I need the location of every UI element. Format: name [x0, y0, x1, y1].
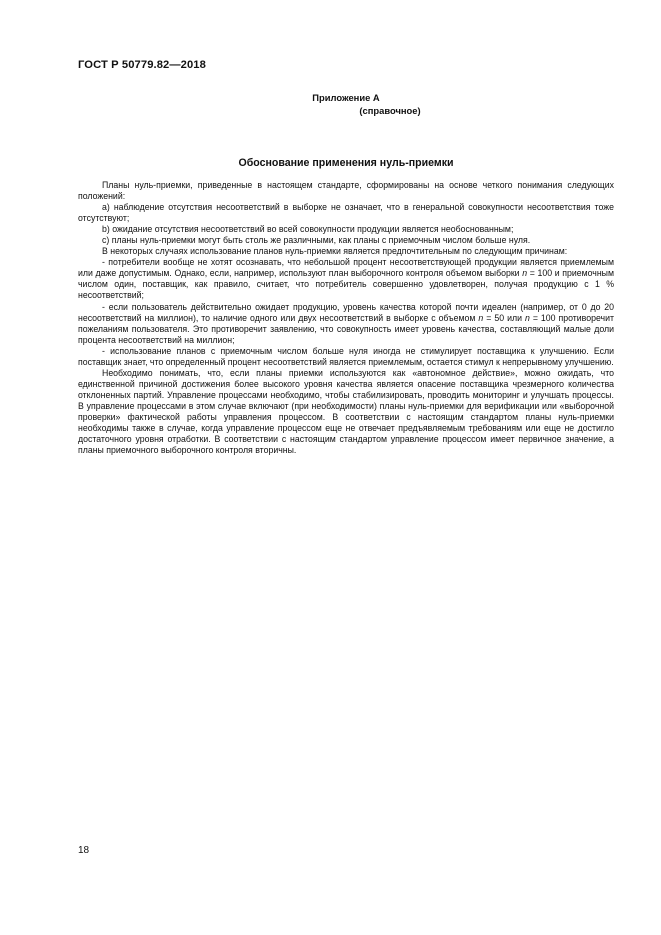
paragraph-reason-1 [78, 257, 614, 301]
text-segment: - потребители вообще не хотят осознавать, что небольшой процент несоответствующей продукции является приемлемым или даже допустимым. Однако, если, например, используют план выборочного контроля объемом выборки [78, 257, 614, 279]
appendix-heading [78, 92, 614, 117]
section-title: Обоснование применения нуль-приемки [238, 157, 454, 169]
variable-n: n [524, 312, 530, 323]
text-segment: - если пользователь действительно ожидает продукцию, уровень качества которой почти идеален (например, от 0 до 20 несоответствий на миллион), то наличие одного или двух несоответствий в выборке с объемом [78, 301, 614, 323]
appendix-label: Приложение А [312, 92, 380, 103]
paragraph-reason-2 [78, 302, 614, 346]
paragraph-reason-3: - использование планов с приемочным числом больше нуля иногда не стимулирует поставщика к улучшению. Если поставщик знает, что определенный процент несоответствий является приемлемым, остается стимул к непрерывному улучшению. [78, 345, 614, 367]
variable-n: n [478, 312, 484, 323]
paragraph-item-a: a) наблюдение отсутствия несоответствий в выборке не означает, что в генеральной совокупности несоответствия тоже отсутствуют; [78, 202, 614, 224]
paragraph-intro: Планы нуль-приемки, приведенные в настоящем стандарте, сформированы на основе четкого понимания следующих положений: [78, 180, 614, 202]
paragraph-item-b: b) ожидание отсутствия несоответствий во всей совокупности продукции является необоснованным; [102, 224, 514, 235]
body-text [78, 180, 614, 456]
appendix-type: (справочное) [359, 104, 421, 116]
text-segment: = 100 и приемочным числом один, поставщик, как правило, считает, что потребитель совершенно удовлетворен, получая продукцию с 1 % несоответствий; [78, 268, 614, 301]
text-segment: = 100 противоречит пожеланиям пользователя. Это противоречит заявлению, что совокупность имеет уровень качества, составляющий малые доли процента несоответствий на миллион; [78, 312, 614, 345]
paragraph-conclusion: Необходимо понимать, что, если планы приемки используются как «автономное действие», можно ожидать, что единственной причиной достижения более высокого уровня качества является опасение поставщика чрезмерного количества отклоненных партий. Управление процессами необходимо, чтобы стабилизировать, проводить мониторинг и улучшать процессы. В управление процессами в этом случае включают (при необходимости) планы нуль-приемки для верификации или «выборочной проверки» фактической работы управления процессом. В соответствии с настоящим стандартом планы нуль-приемки необходимы также в случае, когда управление процессом еще не отвечает предъявляемым требованиям или еще не достигло достаточного уровня отработки. В соответствии с настоящим стандартом управление процессом имеет первичное значение, а планы приемочного выборочного контроля вторичны. [78, 367, 614, 456]
paragraph-reasons-intro: В некоторых случаях использование планов нуль-приемки является предпочтительным по следующим причинам: [102, 246, 568, 257]
document-header: ГОСТ Р 50779.82—2018 [78, 59, 206, 71]
variable-n: n [522, 268, 528, 279]
text-segment: = 50 или [483, 312, 525, 323]
paragraph-item-c: c) планы нуль-приемки могут быть столь же различными, как планы с приемочным числом больше нуля. [102, 235, 531, 246]
page-number: 18 [78, 845, 90, 856]
